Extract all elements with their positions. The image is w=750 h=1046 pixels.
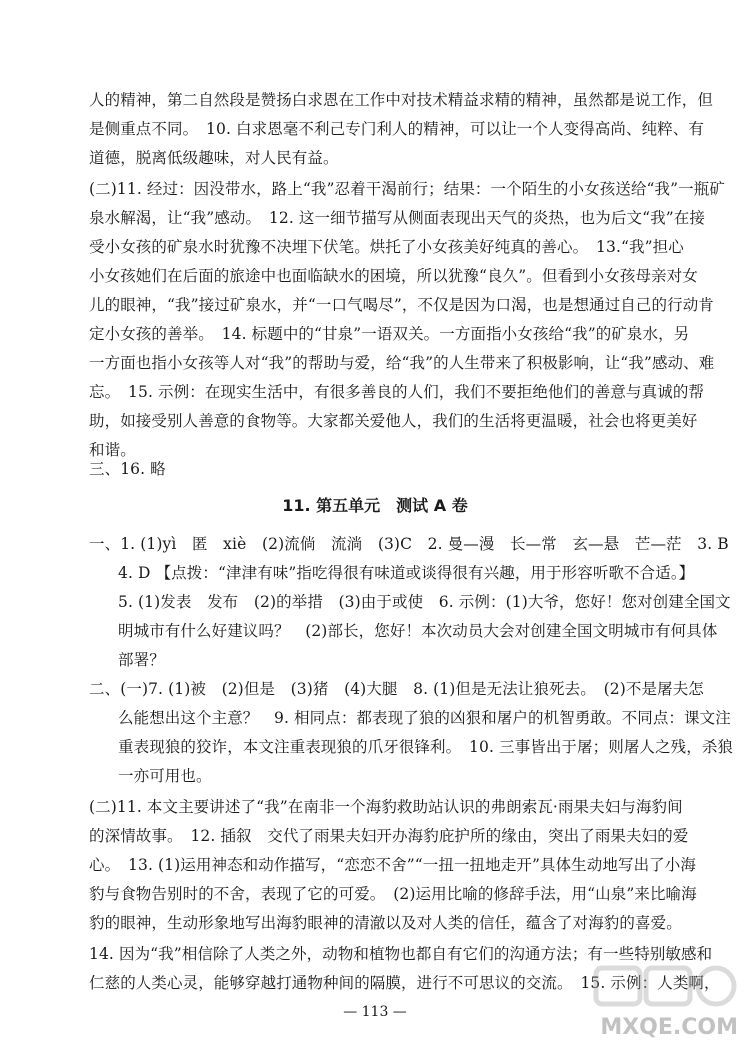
text-line: 三、16. 略 <box>89 460 166 478</box>
text-line: 儿的眼神，“我”接过矿泉水，并“一口气喝尽”，不仅是因为口渴，也是想通过自己的行动肯 <box>89 296 714 314</box>
text-line: 一方面也指小女孩等人对“我”的帮助与爱，给“我”的人生带来了积极影响，让“我”感动、难 <box>89 354 715 372</box>
text-line: 部署？ <box>118 651 165 669</box>
text-line: 明城市有什么好建议吗？ (2)部长，您好！本次动员大会对创建全国文明城市有何具体 <box>118 622 718 640</box>
text-line: 14. 因为“我”相信除了人类之外，动物和植物也都自有它们的沟通方法；有一些特别敏感和 <box>89 945 713 963</box>
text-line: 和谐。 <box>89 441 136 459</box>
text-line: 泉水解渴，让“我”感动。 12. 这一细节描写从侧面表现出天气的炎热，也为后文“我”在接 <box>89 209 705 227</box>
section-title: 11. 第五单元 测试 A 卷 <box>282 496 468 515</box>
text-line: 5. (1)发表 发布 (2)的举措 (3)由于或使 6. 示例：(1)大爷，您好！您对创建全国文 <box>118 593 731 611</box>
text-line: 一亦可用也。 <box>118 767 212 785</box>
text-line: 小女孩她们在后面的旅途中也面临缺水的困境，所以犹豫“良久”。但看到小女孩母亲对女 <box>89 267 698 285</box>
text-line: 道德，脱离低级趣味，对人民有益。 <box>89 149 339 167</box>
text-line: 仁慈的人类心灵，能够穿越打通物种间的隔膜，进行不可思议的交流。 15. 示例：人类啊， <box>89 974 720 992</box>
text-line: 的深情故事。 12. 插叙 交代了雨果夫妇开办海豹庇护所的缘由，突出了雨果夫妇的爱 <box>89 827 689 845</box>
text-line: 重表现狼的狡诈，本文注重表现狼的爪牙很锋利。 10. 三事皆出于屠；则屠人之残，杀狼 <box>118 738 734 756</box>
text-line: 一、1. (1)yì 匿 xiè (2)流倘 流淌 (3)C 2. 曼—漫 长—常 玄—悬 芒—茫 3. B <box>89 535 729 553</box>
text-line: 定小女孩的善举。 14. 标题中的“甘泉”一语双关。一方面指小女孩给“我”的矿泉水，另 <box>89 325 690 343</box>
page-number: — 113 — <box>343 1004 407 1020</box>
text-line: 心。 13. (1)运用神态和动作描写，“恋恋不舍”“一扭一扭地走开”具体生动地写出了小海 <box>89 856 696 874</box>
text-line: 二、(一)7. (1)被 (2)但是 (3)猪 (4)大腿 8. (1)但是无法让狼死去。 (2)不是屠夫怎 <box>89 680 704 698</box>
text-line: 豹的眼神，生动形象地写出海豹眼神的清澈以及对人类的信任，蕴含了对海豹的喜爱。 <box>89 914 682 932</box>
text-line: 忘。 15. 示例：在现实生活中，有很多善良的人们，我们不要拒绝他们的善意与真诚的帮 <box>89 383 705 401</box>
watermark-text: MXQE.COM <box>600 1015 738 1040</box>
text-line: 是侧重点不同。 10. 白求恩毫不利己专门利人的精神，可以让一个人变得高尚、纯粹、有 <box>89 120 705 138</box>
text-line: 助，如接受别人善意的食物等。大家都关爱他人，我们的生活将更温暖，社会也将更美好 <box>89 412 698 430</box>
text-line: 豹与食物告别时的不舍，表现了它的可爱。 (2)运用比喻的修辞手法，用“山泉”来比喻海 <box>89 885 697 903</box>
text-line: 受小女孩的矿泉水时犹豫不决埋下伏笔。烘托了小女孩美好纯真的善心。 13.“我”担心 <box>89 238 684 256</box>
text-line: 4. D 【点拨：“津津有味”指吃得很有味道或谈得很有兴趣，用于形容听歌不合适。】 <box>118 564 695 582</box>
text-line: (二)11. 经过：因没带水，路上“我”忍着干渴前行；结果：一个陌生的小女孩送给“我”一瓶矿 <box>89 180 725 198</box>
text-line: (二)11. 本文主要讲述了“我”在南非一个海豹救助站认识的弗朗索瓦·雨果夫妇与海豹间 <box>89 798 683 816</box>
text-line: 人的精神，第二自然段是赞扬白求恩在工作中对技术精益求精的精神，虽然都是说工作，但 <box>89 91 714 109</box>
text-line: 么能想出这个主意？ 9. 相同点：都表现了狼的凶狠和屠户的机智勇敢。不同点：课文注 <box>118 709 731 727</box>
